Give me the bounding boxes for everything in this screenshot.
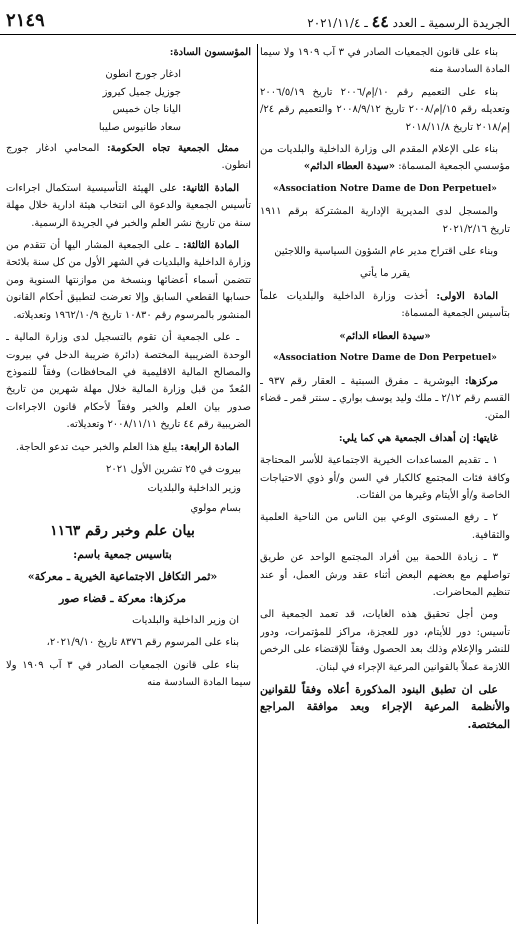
goal-item: ٣ ـ زيادة اللحمة بين أفراد المجتمع الواحد عن طريق تواصلهم مع بعضهم البعض أثناء عقد ورش العمل، أو عند تنظيم المحاضرات. [260, 552, 510, 598]
hq-text: اليوشرية ـ مفرق السبتية ـ العقار رقم ٩٣٧ ـ القسم رقم ٢/١٢ ـ ملك وليد يوسف بواري ـ سنتر قمر ـ قضاء المتن. [260, 375, 510, 422]
goal-item: ١ ـ تقديم المساعدات الخيرية الاجتماعية للأسر المحتاجة وكافة فئات المجتمع كالكبار في السن و/أو ذوي الاحتياجات الخاصة و/أو الأيتام وغيرها من الفئات. [260, 455, 510, 501]
page-header [0, 4, 516, 35]
closing-paragraph: على ان تطبق البنود المذكورة أعلاه وفقاً للقوانين والأنظمة المرعية الإجراء وبعد موافقة المراجع المختصة. [260, 683, 510, 731]
founder-name: سعاد طانيوس صليبا [98, 121, 181, 133]
article-text: يبلغ هذا العلم والخبر حيث تدعو الحاجة. [15, 441, 178, 453]
founders-title: المؤسسون السادة: [169, 47, 251, 58]
article-3-tax: ـ على الجمعية أن تقوم بالتسجيل لدى وزارة المالية ـ الوحدة الضريبية المختصة (دائرة ضريبة الدخل في بيروت والمصالح المالية الاقليمية في المحافظات) وفقاً للنموذج المُعدّ من قبل وزارة المالية خلال مهلة شهرين من تاريخ صدور بيان العلم والخبر وفقاً لأحكام قانون الاجراءات الضريبية رقم ٤٤ تاريخ ٢٠٠٨/١١/١١ وتعديلاته. [6, 332, 251, 431]
paragraph: بناء على المرسوم رقم ٨٣٧٦ تاريخ ٢٠٢١/٩/١٠، [46, 637, 239, 649]
article-text: على الهيئة التأسيسية استكمال اجراءات تأسيس الجمعية والدعوة الى انتخاب هيئة ادارية خلال مهلة سنة من تاريخ نشر العلم والخبر في الجريدة الرسمية. [6, 182, 251, 229]
paragraph-text: بناء على الإعلام المقدم الى وزارة الداخلية والبلديات من مؤسسي الجمعية المسماة: [260, 144, 510, 173]
signature-role: وزير الداخلية والبلديات [147, 483, 241, 495]
left-column [6, 44, 251, 929]
goals-text: إن أهداف الجمعية هي كما يلي: [338, 432, 470, 444]
paragraph: ان وزير الداخلية والبلديات [132, 614, 239, 626]
headquarters [260, 373, 510, 425]
notice-association-name: «ثمر التكافل الاجتماعية الخيرية ـ معركة» [27, 569, 218, 583]
paragraph: بناء على التعميم رقم ١٠/إم/٢٠٠٦ تاريخ ٢٠٠٦/٥/١٩ وتعديله رقم ١٥/إم/٢٠٠٨ تاريخ ٢٠٠٨/٩/١٢ والتعميم رقم ٢٤/إم/٢٠١٨ تاريخ ٢٠١٨/١١/٨ [260, 86, 510, 133]
association-name-latin: «Association Notre Dame de Don Perpetuel» [273, 183, 497, 194]
founder-name: اليانا جان خميس [112, 104, 181, 116]
founder-name: ادغار جورج انطون [105, 69, 181, 81]
association-name-latin: «Association Notre Dame de Don Perpetuel» [273, 353, 497, 364]
article-text: أخذت وزارة الداخلية والبلديات علماً بتأسيس الجمعية المسماة: [260, 290, 510, 320]
article-text: ـ على الجمعية المشار اليها أن تتقدم من وزارة الداخلية والبلديات في الشهر الأول من كل سنة بلائحة تتضمن أسماء أعضائها وبنسخة من موازنتها السنوية ومن حسابها القطعي السابق وإلا تعرضت لتطبيق أحكام القانون المنشور بالمرسوم رقم ١٠٨٣٠ تاريخ ١٩٦٢/١٠/٩ وتعديلاته. [6, 240, 251, 321]
paragraph: والمسجل لدى المديرية الإدارية المشتركة برقم ١٩١١ تاريخ ٢٠٢١/٢/١٦ [260, 206, 510, 235]
issue-number: ٤٤ [371, 12, 389, 31]
rep-text: المحامي ادغار جورج انطون. [6, 143, 251, 172]
issue-date: ـ ٢٠٢١/١١/٤ [307, 16, 368, 30]
gazette-name: الجريدة الرسمية ـ العدد [392, 16, 510, 30]
paragraph: بناء على قانون الجمعيات الصادر في ٣ آب ١٩٠٩ ولا سيما المادة السادسة منه [6, 659, 251, 688]
means-paragraph: ومن أجل تحقيق هذه الغايات، قد تعمد الجمعية الى تأسيس: دور للأيتام، دور للعجزة، مراكز للمؤتمرات، ودور للنشر والإعلام وذلك بعد الحصول وفقاً للإقتضاء على الرخص اللازمة عملاً بالقوانين المرعية الإجراء في لبنان. [260, 609, 510, 673]
signature-date: بيروت في ٢٥ تشرين الأول ٢٠٢١ [105, 463, 241, 475]
government-representative [6, 140, 251, 175]
association-name: «سيدة العطاء الدائم» [303, 161, 396, 173]
notice-headquarters: مركزها: معركة ـ قضاء صور [58, 592, 187, 606]
paragraph: وبناء على اقتراح مدير عام الشؤون السياسية واللاجئين [274, 246, 498, 258]
founder-name: جوزيل جميل كيروز [102, 86, 181, 98]
article-3 [6, 237, 251, 324]
article-label: المادة الرابعة: [180, 441, 239, 453]
goals [260, 430, 510, 447]
right-column [260, 44, 510, 929]
notice-title: بيان علم وخبر رقم ١١٦٣ [50, 523, 195, 540]
article-label: المادة الثالثة: [182, 240, 239, 252]
notice-subtitle: بتاسيس جمعية باسم: [73, 547, 172, 561]
article-label: المادة الاولى: [436, 290, 498, 302]
rep-label: ممثل الجمعية تجاه الحكومة: [106, 143, 239, 155]
article-2 [6, 180, 251, 232]
hq-label: مركزها: [464, 375, 498, 387]
goal-item: ٢ ـ رفع المستوى الوعي بين الناس من الناحية العلمية والثقافية. [260, 512, 510, 541]
article-1 [260, 288, 510, 323]
decision-heading: يقرر ما يأتي [360, 268, 410, 280]
paragraph: بناء على قانون الجمعيات الصادر في ٣ آب ١٩٠٩ ولا سيما المادة السادسة منه [260, 47, 510, 76]
page-number: ٢١٤٩ [6, 10, 45, 31]
founders-list [6, 66, 251, 136]
column-divider [257, 44, 258, 924]
signature-name: بسام مولوي [190, 502, 241, 514]
paragraph [260, 141, 510, 176]
header-title [307, 12, 510, 31]
article-label: المادة الثانية: [182, 182, 240, 194]
goals-label: غايتها: [472, 432, 498, 444]
association-name: «سيدة العطاء الدائم» [339, 330, 431, 342]
article-4 [6, 439, 251, 456]
